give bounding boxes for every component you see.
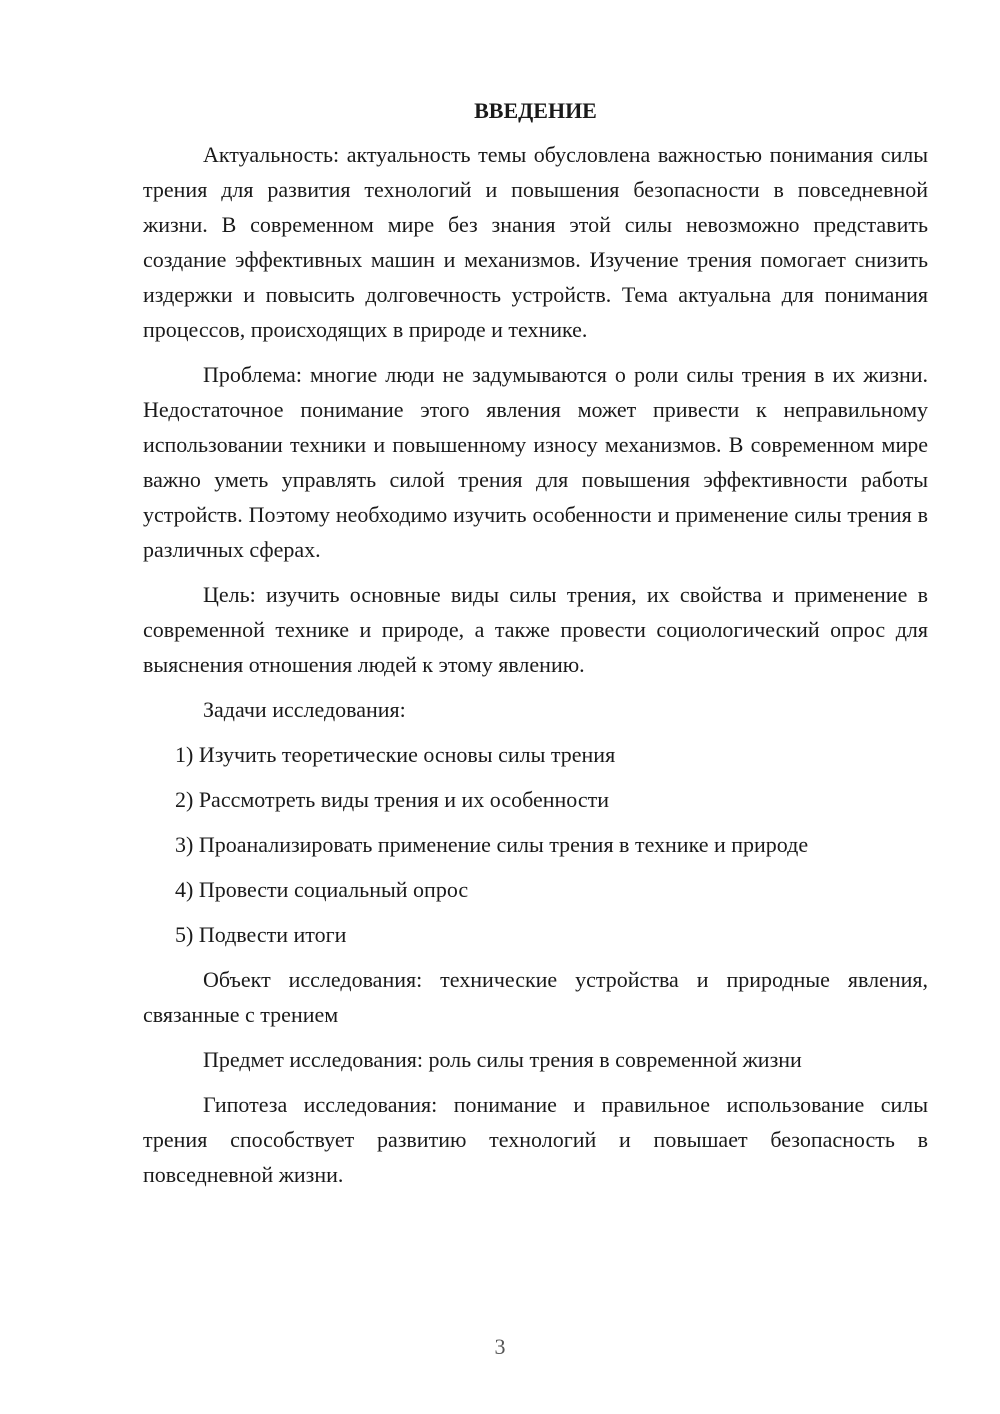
problem-paragraph: Проблема: многие люди не задумываются о роли силы трения в их жизни. Недостаточное понимание этого явления может привести к неправильному использовании техники и повышенному износу механизмов. В современном мире важно уметь управлять силой трения для повышения эффективности работы устройств. Поэтому необходимо изучить особенности и применение силы трения в различных сферах. [143,362,928,562]
list-item: 4) Провести социальный опрос [175,877,469,902]
list-item: 1) Изучить теоретические основы силы трения [175,742,616,767]
hypothesis-paragraph: Гипотеза исследования: понимание и правильное использование силы трения способствует развитию технологий и повышает безопасность в повседневной жизни. [143,1092,928,1187]
goal-paragraph: Цель: изучить основные виды силы трения, их свойства и применение в современной технике и природе, а также провести социологический опрос для выяснения отношения людей к этому явлению. [143,582,928,677]
list-item: 3) Проанализировать применение силы трения в технике и природе [175,832,809,857]
relevance-paragraph: Актуальность: актуальность темы обусловлена важностью понимания силы трения для развития технологий и повышения безопасности в повседневной жизни. В современном мире без знания этой силы невозможно представить создание эффективных машин и механизмов. Изучение трения помогает снизить издержки и повысить долговечность устройств. Тема актуальна для понимания процессов, происходящих в природе и технике. [143,142,928,342]
tasks-list [143,737,928,952]
page-title: ВВЕДЕНИЕ [474,98,597,123]
list-item: 2) Рассмотреть виды трения и их особенности [175,787,610,812]
object-paragraph: Объект исследования: технические устройства и природные явления, связанные с трением [143,967,928,1027]
tasks-heading: Задачи исследования: [203,697,406,722]
document-page [143,96,928,1202]
subject-paragraph: Предмет исследования: роль силы трения в современной жизни [203,1047,802,1072]
list-item: 5) Подвести итоги [175,922,347,947]
page-number: 3 [494,1334,506,1359]
